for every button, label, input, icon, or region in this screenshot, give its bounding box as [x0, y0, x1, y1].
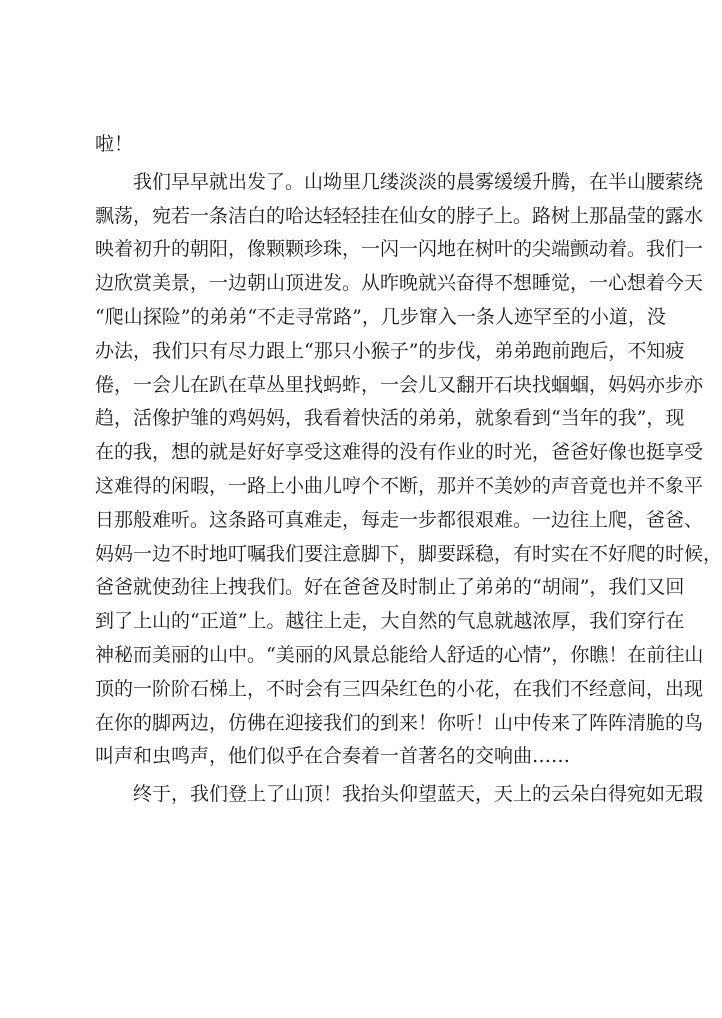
text-line: 日那般难听。这条路可真难走，每走一步都很艰难。一边往上爬，爸爸、: [95, 508, 704, 531]
text-line: 在你的脚两边，仿佛在迎接我们的到来！你听！山中传来了阵阵清脆的鸟: [95, 711, 704, 734]
text-line: 神秘而美丽的山中。“美丽的风景总能给人舒适的心情”，你瞧！在前往山: [95, 643, 704, 666]
text-line: 映着初升的朝阳，像颗颗珍珠，一闪一闪地在树叶的尖端颤动着。我们一: [95, 238, 704, 261]
text-line: 顶的一阶阶石梯上，不时会有三四朵红色的小花，在我们不经意间，出现: [95, 677, 704, 700]
text-line: 妈妈一边不时地叮嘱我们要注意脚下，脚要踩稳，有时实在不好爬的时候，: [95, 542, 722, 565]
text-line: “爬山探险”的弟弟“不走寻常路”，几步窜入一条人迹罕至的小道，没: [95, 305, 666, 328]
text-line: 啦！: [95, 133, 134, 155]
text-line: 这难得的闲暇，一路上小曲儿哼个不断，那并不美妙的声音竟也并不象平: [95, 474, 704, 497]
text-line: 我们早早就出发了。山坳里几缕淡淡的晨雾缓缓升腾，在半山腰萦绕: [95, 170, 704, 193]
text-line: 在的我，想的就是好好享受这难得的没有作业的时光，爸爸好像也挺享受: [95, 441, 704, 464]
text-line: 终于，我们登上了山顶！我抬头仰望蓝天，天上的云朵白得宛如无瑕: [95, 783, 704, 806]
essay-text: [95, 128, 722, 812]
text-line: 倦，一会儿在趴在草丛里找蚂蚱，一会儿又翻开石块找蝈蝈，妈妈亦步亦: [95, 373, 704, 396]
text-line: 办法，我们只有尽力跟上“那只小猴子”的步伐，弟弟跑前跑后，不知疲: [95, 339, 685, 362]
text-line: 到了上山的“正道”上。越往上走，大自然的气息就越浓厚，我们穿行在: [95, 610, 685, 633]
text-line: 边欣赏美景，一边朝山顶进发。从昨晚就兴奋得不想睡觉，一心想着今天: [95, 272, 704, 295]
text-line: 趋，活像护雏的鸡妈妈，我看着快活的弟弟，就象看到“当年的我”，现: [95, 407, 685, 430]
text-line: 爸爸就使劲往上拽我们。好在爸爸及时制止了弟弟的“胡闹”，我们又回: [95, 576, 685, 599]
text-line: 叫声和虫鸣声，他们似乎在合奏着一首著名的交响曲……: [95, 745, 571, 768]
text-line: 飘荡，宛若一条洁白的哈达轻轻挂在仙女的脖子上。路树上那晶莹的露水: [95, 204, 704, 227]
